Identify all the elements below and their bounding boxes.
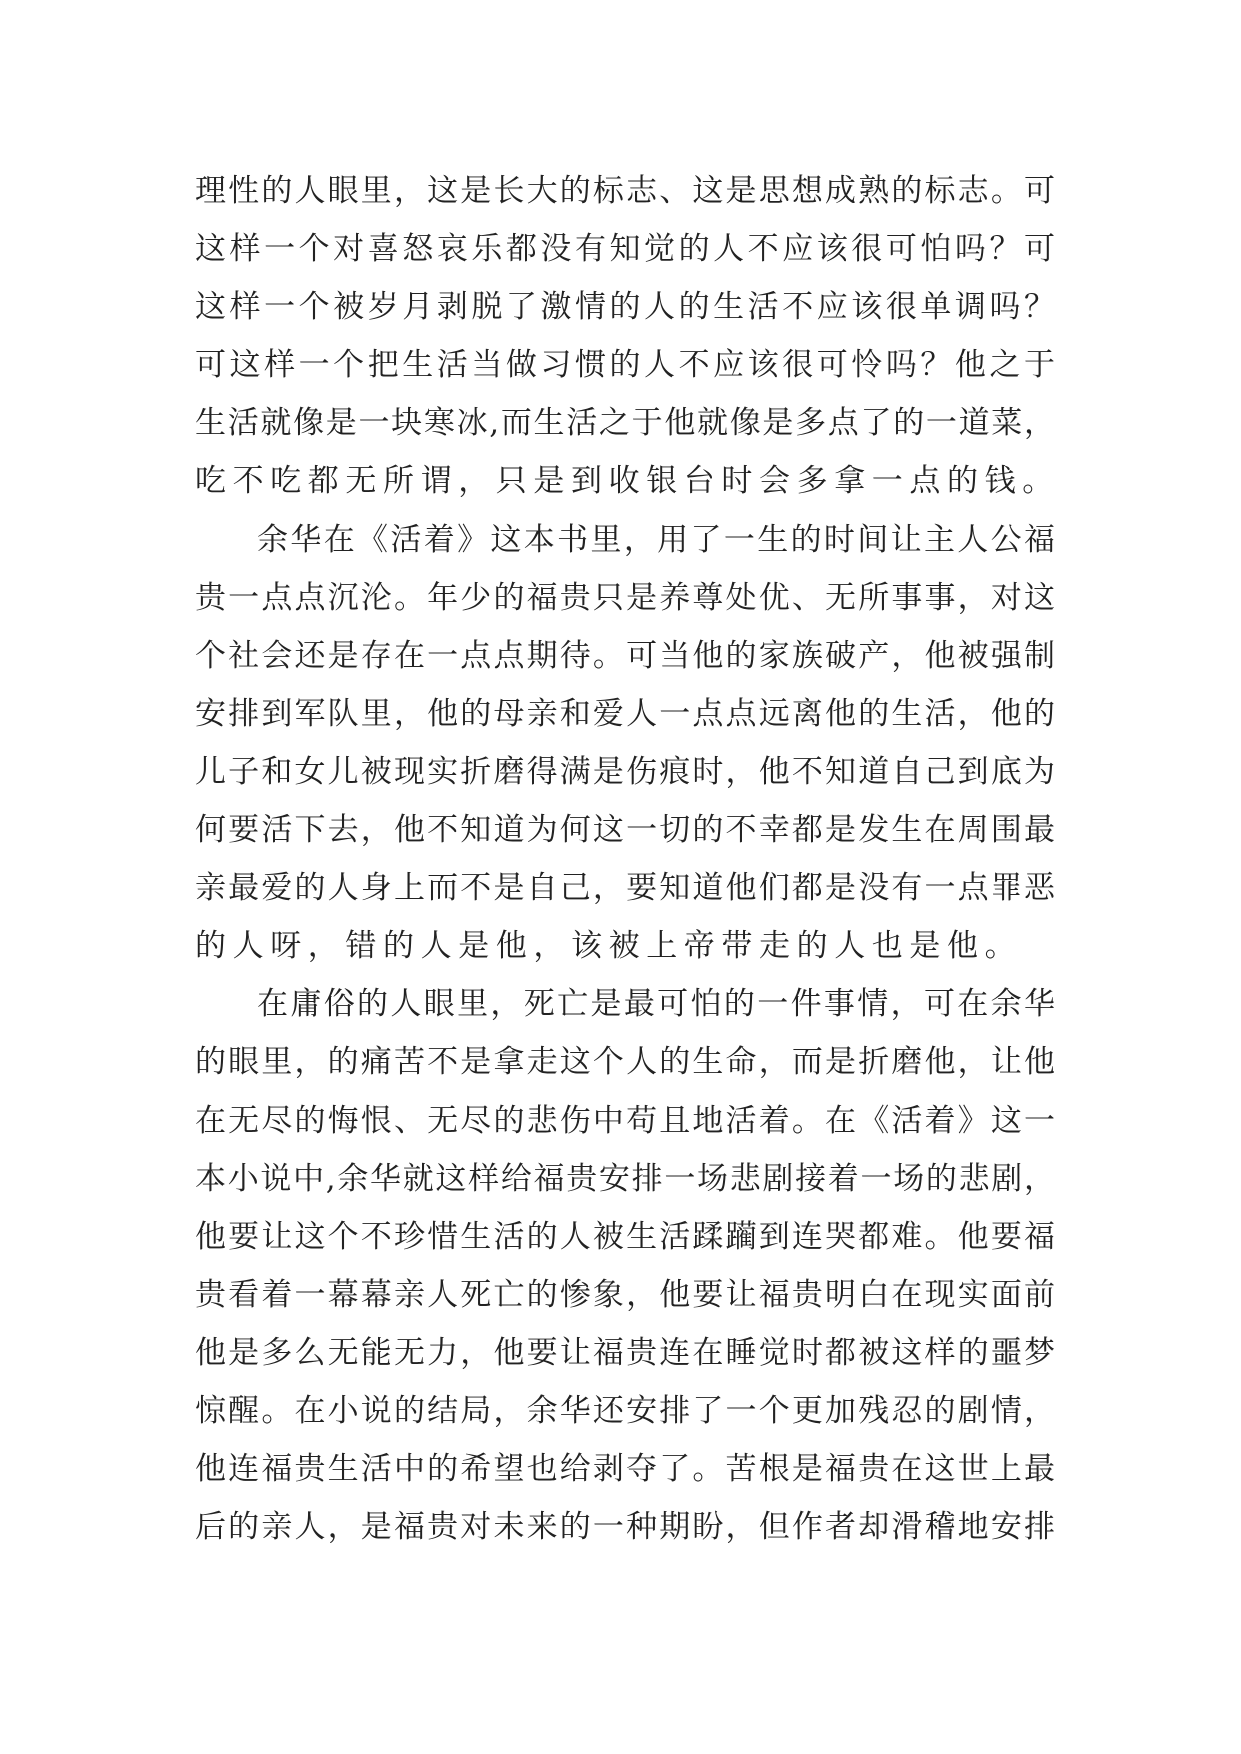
text-line: 的眼里，的痛苦不是拿走这个人的生命，而是折磨他，让他 bbox=[195, 1044, 1055, 1081]
text-line: 他要让这个不珍惜生活的人被生活蹂躏到连哭都难。他要福 bbox=[195, 1218, 1055, 1255]
text-line: 惊醒。在小说的结局，余华还安排了一个更加残忍的剧情， bbox=[195, 1392, 1055, 1429]
text-line: 何要活下去，他不知道为何这一切的不幸都是发生在周围最 bbox=[195, 812, 1055, 849]
text-line: 儿子和女儿被现实折磨得满是伤痕时，他不知道自己到底为 bbox=[195, 753, 1055, 790]
paragraph-first-line: 余华在《活着》这本书里，用了一生的时间让主人公福 bbox=[257, 521, 1055, 558]
text-line: 个社会还是存在一点点期待。可当他的家族破产，他被强制 bbox=[195, 637, 1055, 674]
text-line: 这样一个被岁月剥脱了激情的人的生活不应该很单调吗？ bbox=[195, 289, 1055, 326]
text-line: 本小说中,余华就这样给福贵安排一场悲剧接着一场的悲剧， bbox=[195, 1160, 1055, 1197]
text-line: 后的亲人，是福贵对未来的一种期盼，但作者却滑稽地安排 bbox=[195, 1509, 1055, 1546]
text-line: 安排到军队里，他的母亲和爱人一点点远离他的生活，他的 bbox=[195, 695, 1055, 732]
text-line: 贵一点点沉沦。年少的福贵只是养尊处优、无所事事，对这 bbox=[195, 579, 1055, 616]
text-line: 理性的人眼里，这是长大的标志、这是思想成熟的标志。可 bbox=[195, 173, 1055, 209]
text-line: 这样一个对喜怒哀乐都没有知觉的人不应该很可怕吗？可 bbox=[195, 231, 1055, 268]
text-line: 可这样一个把生活当做习惯的人不应该很可怜吗？他之于 bbox=[195, 347, 1055, 384]
text-line: 吃不吃都无所谓，只是到收银台时会多拿一点的钱。 bbox=[195, 463, 1060, 500]
text-line: 贵看着一幕幕亲人死亡的惨象，他要让福贵明白在现实面前 bbox=[195, 1276, 1055, 1313]
text-line: 亲最爱的人身上而不是自己，要知道他们都是没有一点罪恶 bbox=[195, 870, 1055, 907]
text-line: 的人呀，错的人是他，该被上帝带走的人也是他。 bbox=[195, 928, 1023, 965]
text-line: 在无尽的悔恨、无尽的悲伤中苟且地活着。在《活着》这一 bbox=[195, 1102, 1055, 1139]
body-text bbox=[195, 162, 1060, 1556]
text-line: 生活就像是一块寒冰,而生活之于他就像是多点了的一道菜， bbox=[195, 405, 1055, 442]
text-line: 他连福贵生活中的希望也给剥夺了。苦根是福贵在这世上最 bbox=[195, 1451, 1055, 1488]
text-line: 他是多么无能无力，他要让福贵连在睡觉时都被这样的噩梦 bbox=[195, 1334, 1055, 1371]
paragraph-first-line: 在庸俗的人眼里，死亡是最可怕的一件事情，可在余华 bbox=[257, 986, 1055, 1023]
